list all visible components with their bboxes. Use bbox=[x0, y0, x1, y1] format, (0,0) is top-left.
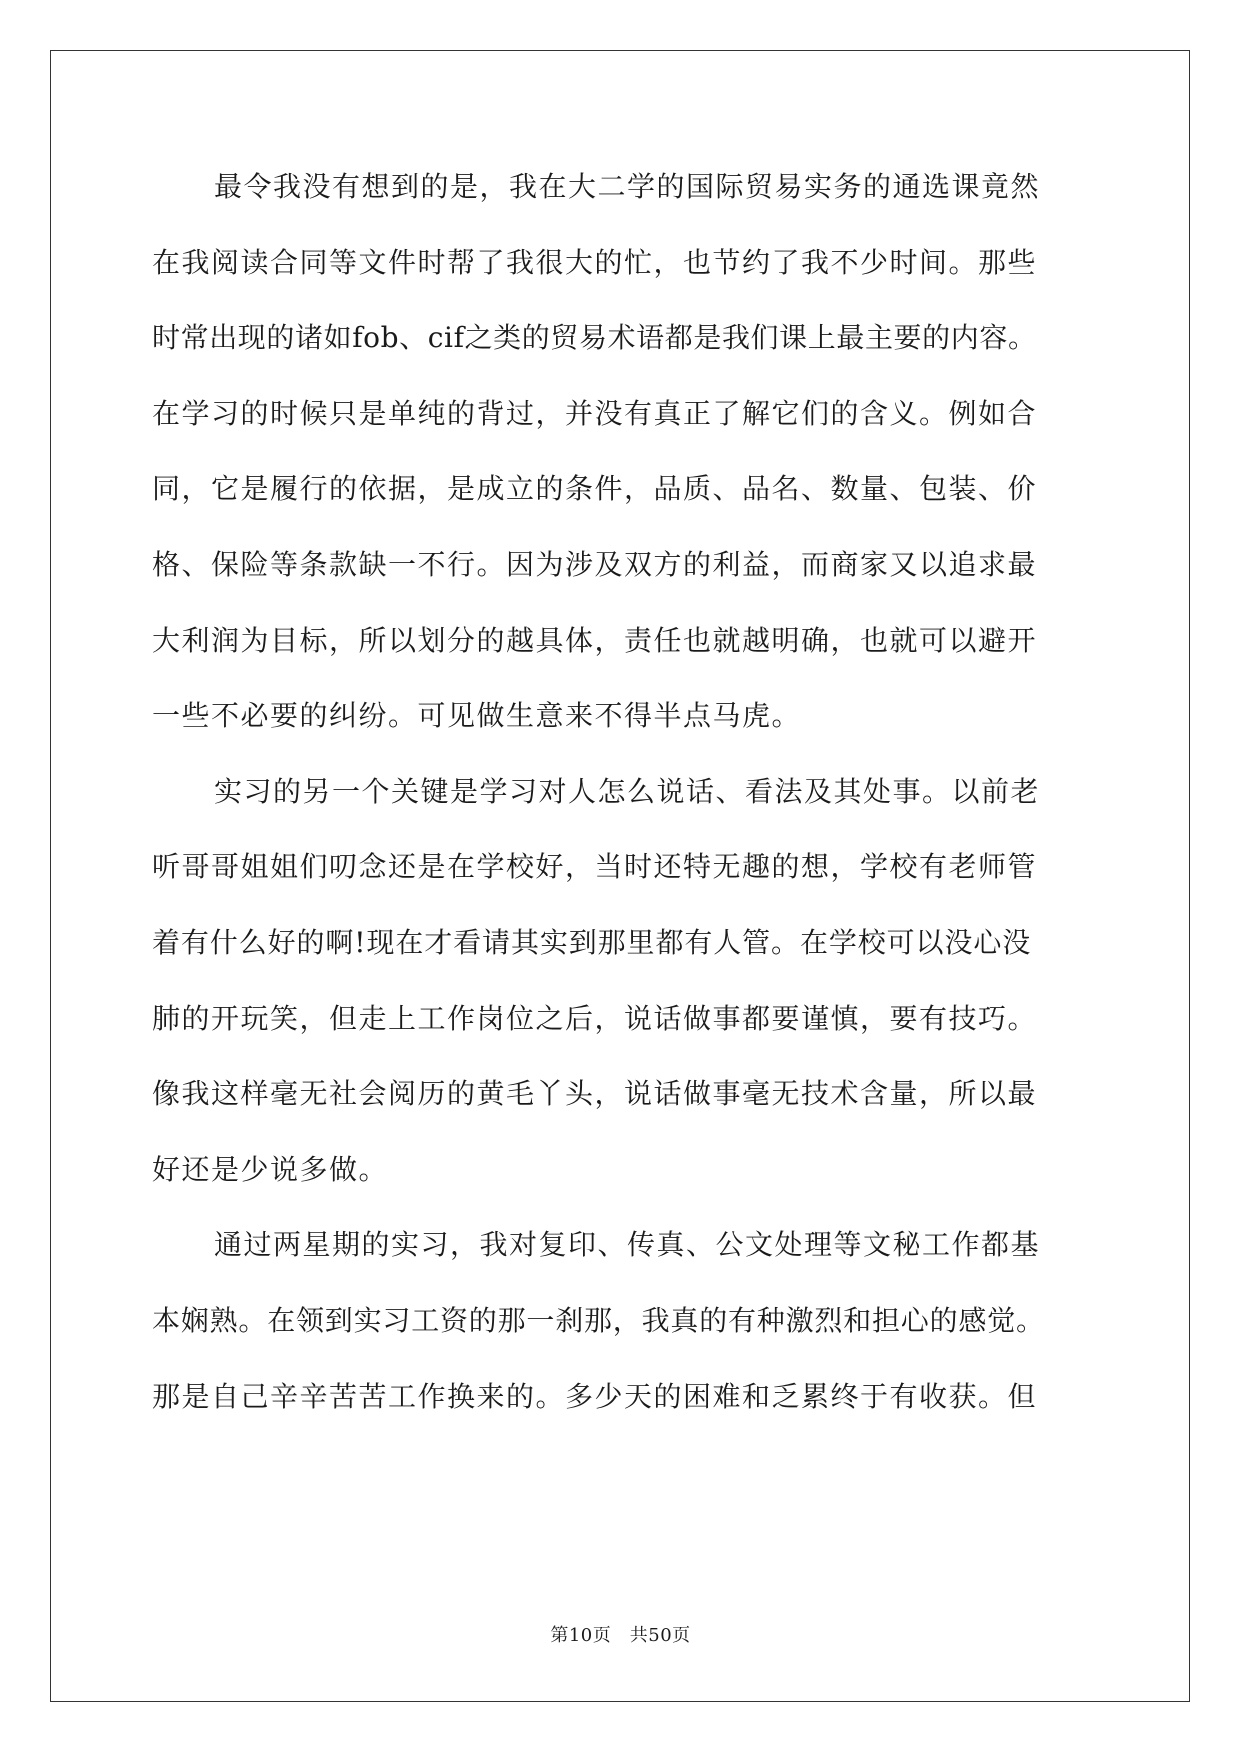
paragraph-line: 时常出现的诸如fob、cif之类的贸易术语都是我们课上最主要的内容。 bbox=[152, 321, 1037, 355]
page-footer bbox=[0, 1621, 1241, 1647]
document-body bbox=[152, 167, 1092, 1452]
paragraph-line: 最令我没有想到的是，我在大二学的国际贸易实务的通选课竟然 bbox=[214, 170, 1041, 203]
paragraph-line: 听哥哥姐姐们叨念还是在学校好，当时还特无趣的想，学校有老师管 bbox=[152, 850, 1038, 884]
paragraph-line: 大利润为目标，所以划分的越具体，责任也就越明确，也就可以避开 bbox=[152, 623, 1038, 657]
paragraph-line: 在我阅读合同等文件时帮了我很大的忙，也节约了我不少时间。那些 bbox=[152, 245, 1038, 279]
paragraph-line: 像我这样毫无社会阅历的黄毛丫头，说话做事毫无技术含量，所以最 bbox=[152, 1077, 1038, 1111]
paragraph-line: 一些不必要的纠纷。可见做生意来不得半点马虎。 bbox=[152, 699, 802, 733]
paragraph-line: 好还是少说多做。 bbox=[152, 1152, 389, 1186]
paragraph-line: 本娴熟。在领到实习工资的那一刹那，我真的有种激烈和担心的感觉。 bbox=[152, 1303, 1045, 1337]
paragraph-line: 格、保险等条款缺一不行。因为涉及双方的利益，而商家又以追求最 bbox=[152, 547, 1038, 581]
paragraph-line: 那是自己辛辛苦苦工作换来的。多少天的困难和乏累终于有收获。但 bbox=[152, 1379, 1038, 1413]
paragraph-line: 着有什么好的啊!现在才看请其实到那里都有人管。在学校可以没心没 bbox=[152, 925, 1032, 959]
paragraph-line: 同，它是履行的依据，是成立的条件，品质、品名、数量、包装、价 bbox=[152, 472, 1038, 506]
paragraph-line: 通过两星期的实习，我对复印、传真、公文处理等文秘工作都基 bbox=[214, 1228, 1041, 1262]
paragraph-line: 肺的开玩笑，但走上工作岗位之后，说话做事都要谨慎，要有技巧。 bbox=[152, 1001, 1038, 1035]
paragraph-line: 在学习的时候只是单纯的背过，并没有真正了解它们的含义。例如合 bbox=[152, 396, 1038, 430]
paragraph-line: 实习的另一个关键是学习对人怎么说话、看法及其处事。以前老 bbox=[214, 774, 1041, 808]
page-number: 第10页 共50页 bbox=[550, 1625, 691, 1646]
